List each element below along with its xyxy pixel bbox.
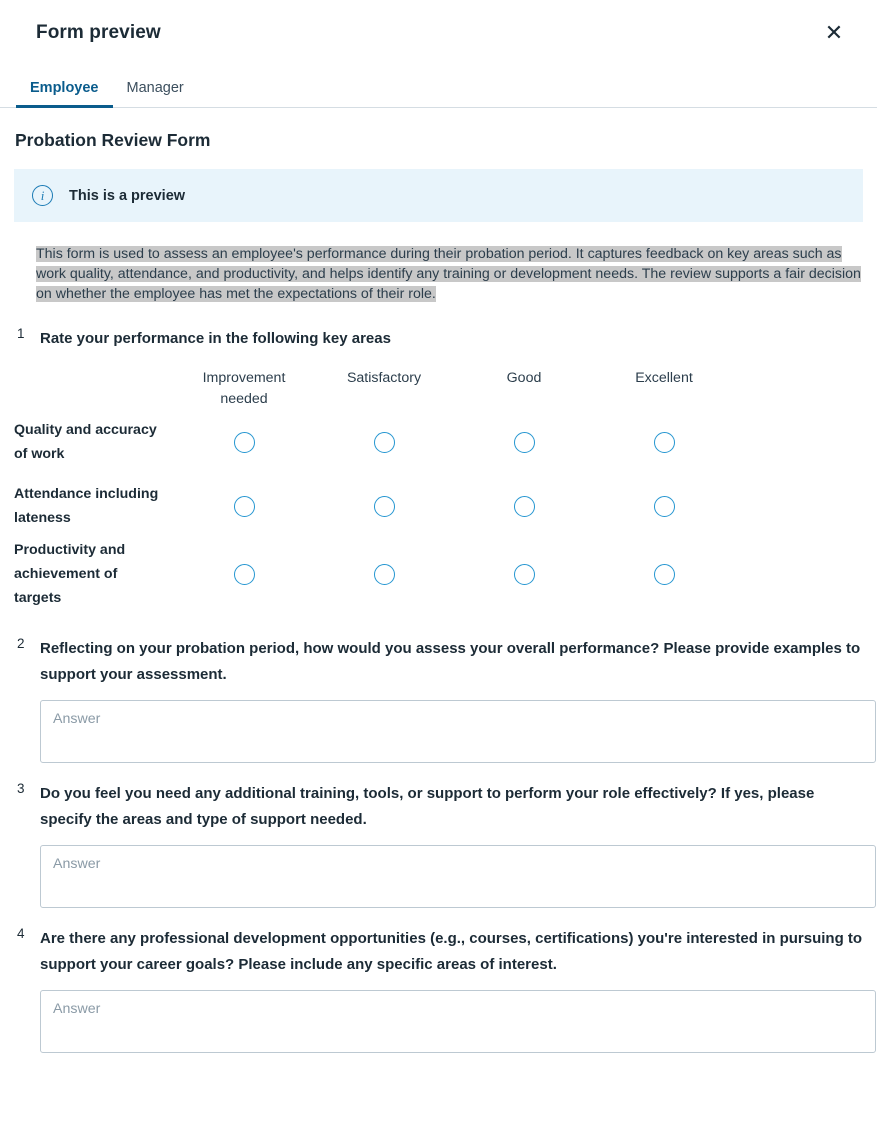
answer-input-2[interactable] [40,700,876,763]
matrix-column-excellent: Excellent [635,370,693,386]
question-2-text: Reflecting on your probation period, how would you assess your overall performance? Please provide examples to support your assessment. [40,640,861,683]
question-1-number: 1 [17,326,25,341]
form-title: Probation Review Form [15,130,211,150]
answer-input-3[interactable] [40,845,876,908]
radio-cell [314,432,454,453]
matrix-row-label-quality: Quality and accuracy of work [14,422,157,462]
question-1 [14,326,863,610]
close-icon[interactable]: ✕ [819,18,849,48]
radio-productivity-good[interactable] [514,564,535,585]
radio-cell [314,496,454,517]
radio-quality-improvement-needed[interactable] [234,432,255,453]
matrix-row-label-productivity: Productivity and achievement of targets [14,542,126,606]
radio-cell [594,432,734,453]
question-3 [14,781,863,908]
rating-matrix [14,368,863,610]
radio-productivity-satisfactory[interactable] [374,564,395,585]
radio-quality-good[interactable] [514,432,535,453]
question-2 [14,636,863,763]
answer-input-4[interactable] [40,990,876,1053]
radio-cell [594,496,734,517]
matrix-row [14,410,863,474]
preview-banner [14,169,863,222]
matrix-column-satisfactory: Satisfactory [346,370,422,386]
modal-header [0,0,877,62]
radio-attendance-improvement-needed[interactable] [234,496,255,517]
radio-attendance-satisfactory[interactable] [374,496,395,517]
question-1-text: Rate your performance in the following key areas [40,330,391,347]
matrix-row [14,474,863,538]
radio-productivity-improvement-needed[interactable] [234,564,255,585]
matrix-header-row [14,368,863,410]
page-title: Form preview [36,22,161,43]
question-4-text: Are there any professional development opportunities (e.g., courses, certifications) you're interested in pursuing to support your career goals? Please include any specific areas of interest. [40,930,863,973]
info-icon: i [32,185,53,206]
matrix-column-improvement-needed: Improvement needed [202,370,286,407]
question-4-number: 4 [17,926,25,941]
form-description [36,244,863,304]
radio-attendance-good[interactable] [514,496,535,517]
form-description-text: This form is used to assess an employee's performance during their probation period. It captures feedback on key areas such as work quality, attendance, and productivity, and helps identify any training or development needs. The review supports a fair decision on whether the employee has met the expectations of their role. [36,246,861,302]
form-body [0,130,877,1101]
radio-cell [314,564,454,585]
question-3-text: Do you feel you need any additional training, tools, or support to perform your role effectively? If yes, please specify the areas and type of support needed. [40,785,815,828]
question-4 [14,926,863,1053]
question-3-number: 3 [17,781,25,796]
tab-manager[interactable]: Manager [113,80,198,107]
matrix-row-label-attendance: Attendance including lateness [14,486,159,526]
matrix-row [14,538,863,610]
radio-cell [174,496,314,517]
radio-quality-excellent[interactable] [654,432,675,453]
radio-cell [594,564,734,585]
radio-quality-satisfactory[interactable] [374,432,395,453]
radio-attendance-excellent[interactable] [654,496,675,517]
radio-cell [454,496,594,517]
preview-banner-text: This is a preview [69,187,186,204]
radio-cell [174,432,314,453]
radio-cell [174,564,314,585]
radio-cell [454,432,594,453]
tab-bar [0,62,877,108]
question-2-number: 2 [17,636,25,651]
matrix-column-good: Good [506,370,542,386]
radio-cell [454,564,594,585]
tab-employee[interactable]: Employee [16,80,113,107]
radio-productivity-excellent[interactable] [654,564,675,585]
